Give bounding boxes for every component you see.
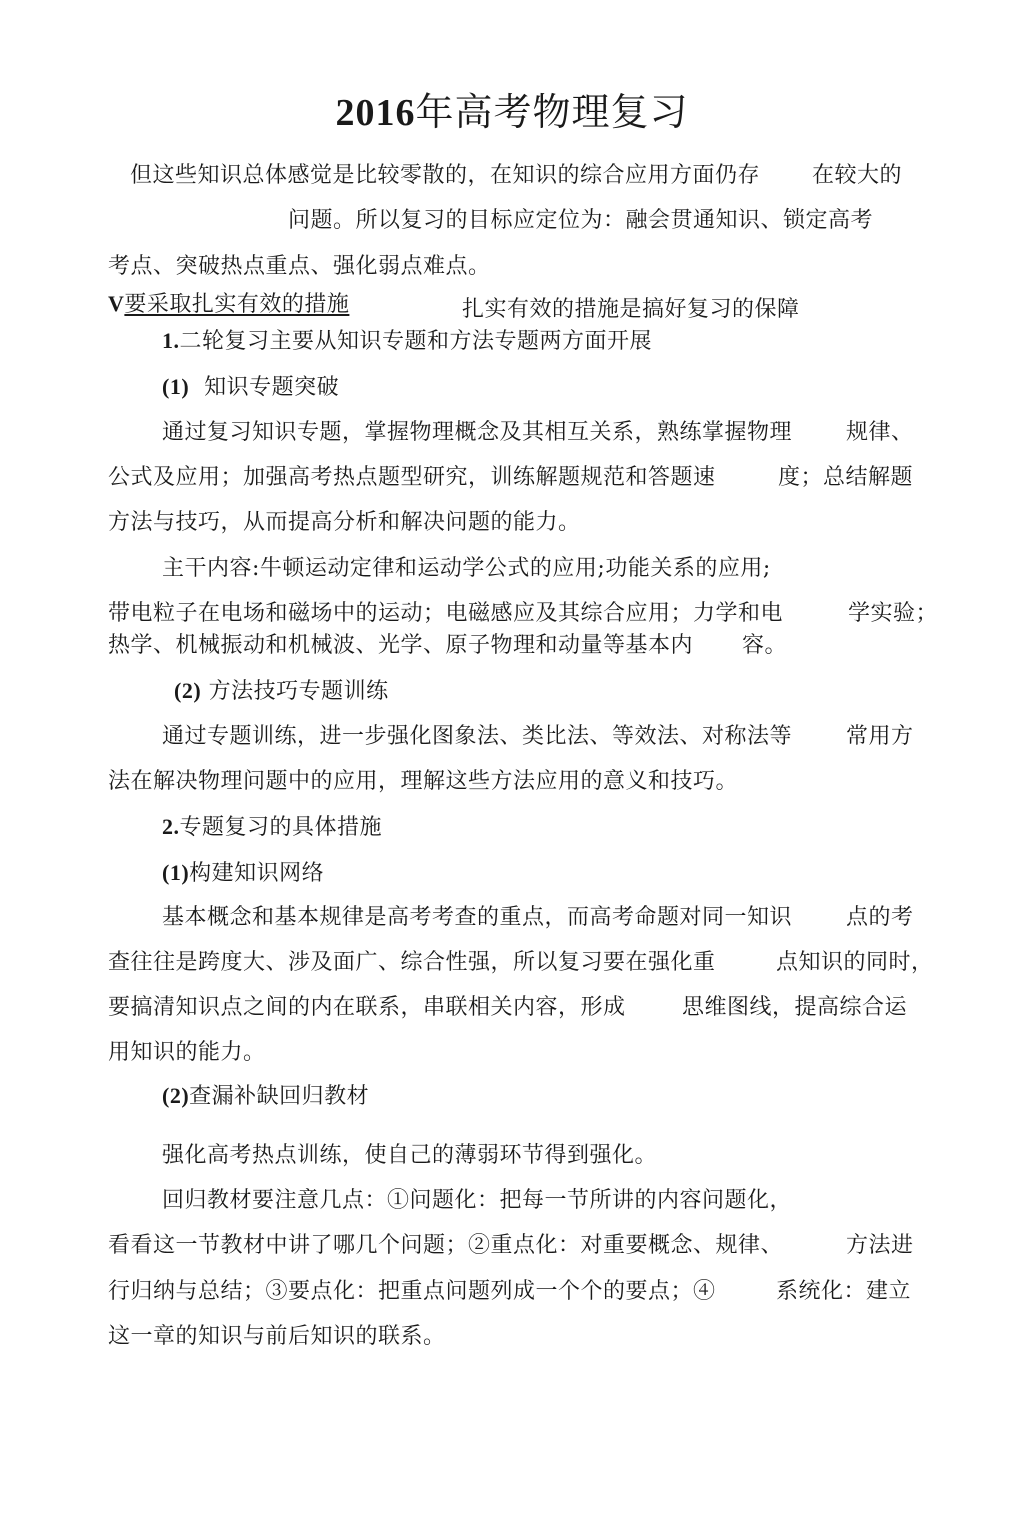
- sub-1-para-1b: 规律、: [846, 420, 914, 445]
- section-v-heading-line: [108, 291, 349, 318]
- item-1-text: 二轮复习主要从知识专题和方法专题两方面开展: [179, 329, 653, 354]
- sub-1-para-5a: 带电粒子在电场和磁场中的运动；电磁感应及其综合应用；力学和电: [108, 601, 784, 626]
- sub-4-para-2: 回归教材要注意几点：①问题化：把每一节所讲的内容问题化，: [162, 1188, 793, 1213]
- sub-3-number: (1): [162, 860, 190, 885]
- sub-2-para-2: 法在解决物理问题中的应用，理解这些方法应用的意义和技巧。: [108, 769, 739, 794]
- intro-line-3: 考点、突破热点重点、强化弱点难点。: [108, 254, 491, 279]
- section-v-heading: 要采取扎实有效的措施: [124, 292, 350, 317]
- sub-4-para-3a: 看看这一节教材中讲了哪几个问题；②重点化：对重要概念、规律、: [108, 1233, 784, 1258]
- sub-2-heading: [174, 678, 389, 705]
- section-v-marker: V: [108, 291, 125, 316]
- sub-2-number: (2): [174, 678, 202, 703]
- sub-1-para-5b: 学实验；: [848, 601, 939, 626]
- sub-1-para-6a: 热学、机械振动和机械波、光学、原子物理和动量等基本内: [108, 633, 694, 658]
- title-text: 年高考物理复习: [415, 90, 689, 134]
- sub-1-heading: [162, 374, 339, 401]
- sub-1-para-2a: 公式及应用；加强高考热点题型研究，训练解题规范和答题速: [108, 465, 716, 490]
- sub-1-main-content: 主干内容:牛顿运动定律和运动学公式的应用;功能关系的应用;: [162, 556, 771, 581]
- sub-3-para-4: 用知识的能力。: [108, 1040, 266, 1065]
- sub-4-para-4a: 行归纳与总结；③要点化：把重点问题列成一个个的要点；④: [108, 1279, 716, 1304]
- item-2-number: 2.: [162, 814, 180, 839]
- item-2-heading: [162, 814, 382, 841]
- intro-line-1b: 在较大的: [812, 163, 903, 188]
- sub-1-para-1a: 通过复习知识专题，掌握物理概念及其相互关系，熟练掌握物理: [162, 420, 793, 445]
- sub-3-text: 构建知识网络: [189, 861, 325, 886]
- sub-4-para-3b: 方法进: [846, 1233, 914, 1258]
- item-1-heading: [162, 328, 652, 355]
- sub-3-para-2b: 点知识的同时，: [776, 950, 934, 975]
- item-1-number: 1.: [162, 328, 180, 353]
- sub-1-para-6b: 容。: [742, 633, 788, 658]
- section-v-note: 扎实有效的措施是搞好复习的保障: [462, 297, 800, 322]
- sub-3-heading: [162, 860, 324, 887]
- intro-line-1a: 但这些知识总体感觉是比较零散的，在知识的综合应用方面仍存: [130, 163, 761, 188]
- intro-line-2: 问题。所以复习的目标应定位为：融会贯通知识、锁定高考: [288, 208, 874, 233]
- sub-4-para-1: 强化高考热点训练，使自己的薄弱环节得到强化。: [162, 1143, 658, 1168]
- sub-3-para-3b: 思维图线，提高综合运: [682, 995, 908, 1020]
- sub-1-para-2b: 度；总结解题: [778, 465, 914, 490]
- sub-1-number: (1): [162, 374, 190, 399]
- sub-3-para-3a: 要搞清知识点之间的内在联系，串联相关内容，形成: [108, 995, 626, 1020]
- page-title: [0, 88, 1024, 137]
- sub-3-para-2a: 查往往是跨度大、涉及面广、综合性强，所以复习要在强化重: [108, 950, 716, 975]
- sub-2-text: 方法技巧专题训练: [208, 679, 389, 704]
- sub-2-para-1b: 常用方: [846, 724, 914, 749]
- sub-2-para-1a: 通过专题训练，进一步强化图象法、类比法、等效法、对称法等: [162, 724, 793, 749]
- sub-3-para-1a: 基本概念和基本规律是高考考查的重点，而高考命题对同一知识: [162, 905, 793, 930]
- sub-4-number: (2): [162, 1083, 190, 1108]
- sub-4-para-5: 这一章的知识与前后知识的联系。: [108, 1324, 446, 1349]
- item-2-text: 专题复习的具体措施: [179, 815, 383, 840]
- sub-4-text: 查漏补缺回归教材: [189, 1084, 370, 1109]
- sub-3-para-1b: 点的考: [846, 905, 914, 930]
- sub-4-para-4b: 系统化：建立: [776, 1279, 912, 1304]
- sub-4-heading: [162, 1083, 369, 1110]
- sub-1-para-3: 方法与技巧，从而提高分析和解决问题的能力。: [108, 510, 581, 535]
- title-year: 2016: [335, 92, 416, 134]
- sub-1-text: 知识专题突破: [204, 375, 340, 400]
